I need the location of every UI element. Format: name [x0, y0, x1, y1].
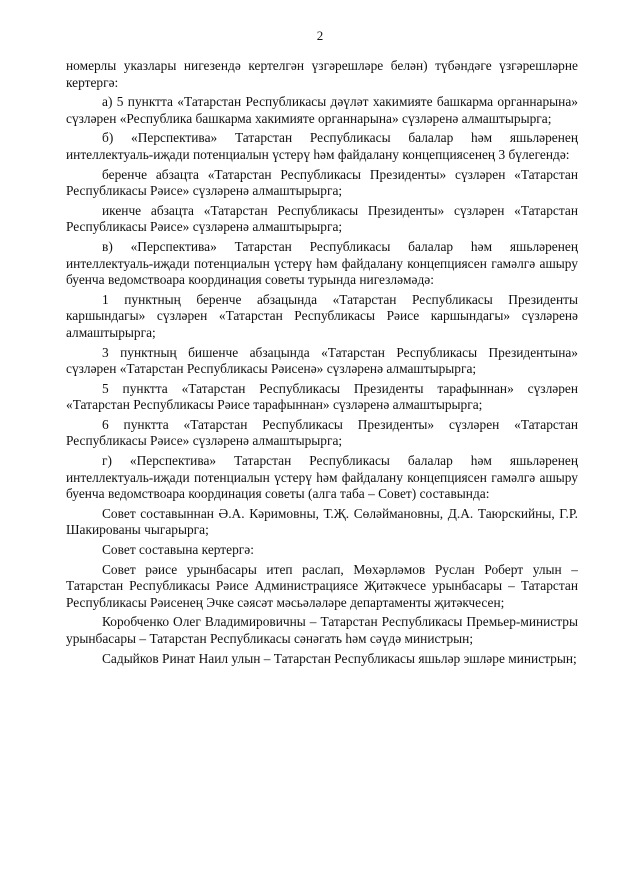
paragraph: номерлы указлары нигезендә кертелгән үзгәрешләре белән) түбәндәге үзгәрешләрне кертергә:: [66, 58, 578, 90]
page-number: 2: [316, 28, 324, 43]
paragraph: 1 пунктның беренче абзацында «Татарстан Республикасы Президенты каршындагы» сүзләрен «Татарстан Республикасы Рәисе каршындагы» сүзләренә алмаштырырга;: [66, 291, 578, 340]
paragraph: 3 пунктның бишенче абзацында «Татарстан Республикасы Президентына» сүзләрен «Татарстан Республикасы Рәисенә» сүзләренә алмаштырырга;: [66, 344, 578, 377]
paragraph: Совет рәисе урынбасары итеп раслап, Мөхәрләмов Руслан Роберт улын – Татарстан Республикасы Рәисе Администрациясе Җитәкчесе урынбасары – Татарстан Республикасы Рәисенең Эчке сәясәт мәсьәләләре департаменты җитәкчесен;: [66, 561, 578, 610]
paragraph: Совет составыннан Ә.А. Кәримовны, Т.Җ. Сөләймановны, Д.А. Таюрскийны, Г.Р. Шакированы чыгарырга;: [66, 505, 578, 538]
paragraph: 5 пунктта «Татарстан Республикасы Президенты тарафыннан» сүзләрен «Татарстан Республикасы Рәисе тарафыннан» сүзләренә алмаштырырга;: [66, 380, 578, 413]
paragraph: а) 5 пунктта «Татарстан Республикасы дәүләт хакимияте башкарма органнарына» сүзләрен «Республика башкарма хакимияте органнарына» сүзләренә алмаштырырга;: [66, 94, 578, 126]
paragraph: Садыйков Ринат Наил улын – Татарстан Республикасы яшьләр эшләре министрын;: [102, 650, 577, 666]
document-body: [66, 58, 578, 670]
paragraph: икенче абзацта «Татарстан Республикасы Президенты» сүзләрен «Татарстан Республикасы Рәисе» сүзләренә алмаштырырга;: [66, 202, 578, 235]
paragraph: в) «Перспектива» Татарстан Республикасы балалар һәм яшьләренең интеллектуаль-иҗади потенциалын үстерү һәм файдалану концепциясен гамәлгә ашыру буенча ведомствоара координация советы турында нигезләмәдә:: [66, 238, 578, 288]
paragraph: Совет составына кертергә:: [102, 542, 254, 558]
paragraph: Коробченко Олег Владимировичны – Татарстан Республикасы Премьер-министры урынбасары – Татарстан Республикасы сәнәгать һәм сәүдә министрын;: [66, 614, 578, 646]
paragraph: г) «Перспектива» Татарстан Республикасы балалар һәм яшьләренең интеллектуаль-иҗади потенциалын үстерү һәм файдалану концепциясен гамәлгә ашыру буенча ведомствоара координация советы (алга таба – Совет) составында:: [66, 453, 578, 502]
paragraph: беренче абзацта «Татарстан Республикасы Президенты» сүзләрен «Татарстан Республикасы Рәисе» сүзләренә алмаштырырга;: [66, 166, 578, 199]
paragraph: 6 пунктта «Татарстан Республикасы Президенты» сүзләрен «Татарстан Республикасы Рәисе» сүзләренә алмаштырырга;: [66, 416, 578, 449]
paragraph: б) «Перспектива» Татарстан Республикасы балалар һәм яшьләренең интеллектуаль-иҗади потенциалын үстерү һәм файдалану концепциясенең 3 бүлегендә:: [66, 130, 578, 162]
